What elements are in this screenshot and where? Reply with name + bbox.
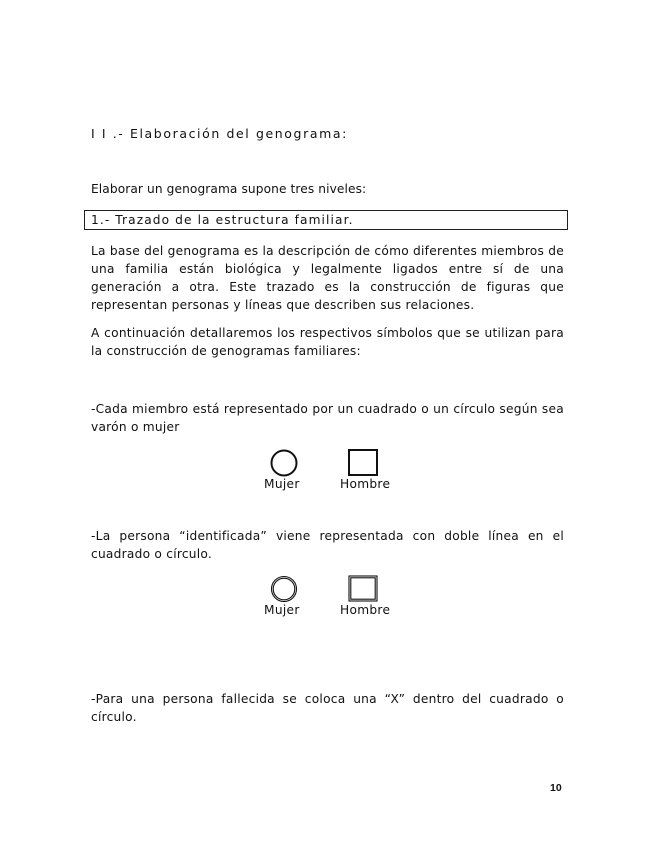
section-heading: I I .- Elaboración del genograma: (91, 126, 348, 141)
male-square-icon (347, 448, 381, 478)
item-deceased-person: -Para una persona fallecida se coloca una “X” dentro del cuadrado o círculo. (91, 692, 564, 724)
item-identified-person: -La persona “identificada” viene representada con doble línea en el cuadrado o círculo. (91, 529, 564, 561)
identified-female-label: Mujer (264, 603, 300, 617)
symbols-identified-figure (255, 574, 405, 618)
female-circle-icon (269, 448, 301, 478)
item-member-symbols: -Cada miembro está representado por un cuadrado o un círculo según sea varón o mujer (91, 402, 564, 434)
identified-male-square-icon (347, 574, 381, 604)
identified-male-label: Hombre (340, 603, 391, 617)
paragraph-symbols-intro: A continuación detallaremos los respectivos símbolos que se utilizan para la construcción de genogramas familiares: (91, 326, 564, 358)
subsection-title-box: 1.- Trazado de la estructura familiar. (84, 210, 568, 230)
female-label: Mujer (264, 477, 300, 491)
male-label: Hombre (340, 477, 391, 491)
page-number: 10 (550, 782, 562, 794)
symbols-basic-figure (255, 448, 405, 492)
identified-female-circle-icon (269, 574, 301, 604)
paragraph-base: La base del genograma es la descripción de cómo diferentes miembros de una familia están biológica y legalmente ligados entre sí de una generación a otra. Este trazado es la construcción de figuras que representan personas y líneas que describen sus relaciones. (91, 244, 564, 312)
intro-text: Elaborar un genograma supone tres niveles: (91, 182, 367, 196)
